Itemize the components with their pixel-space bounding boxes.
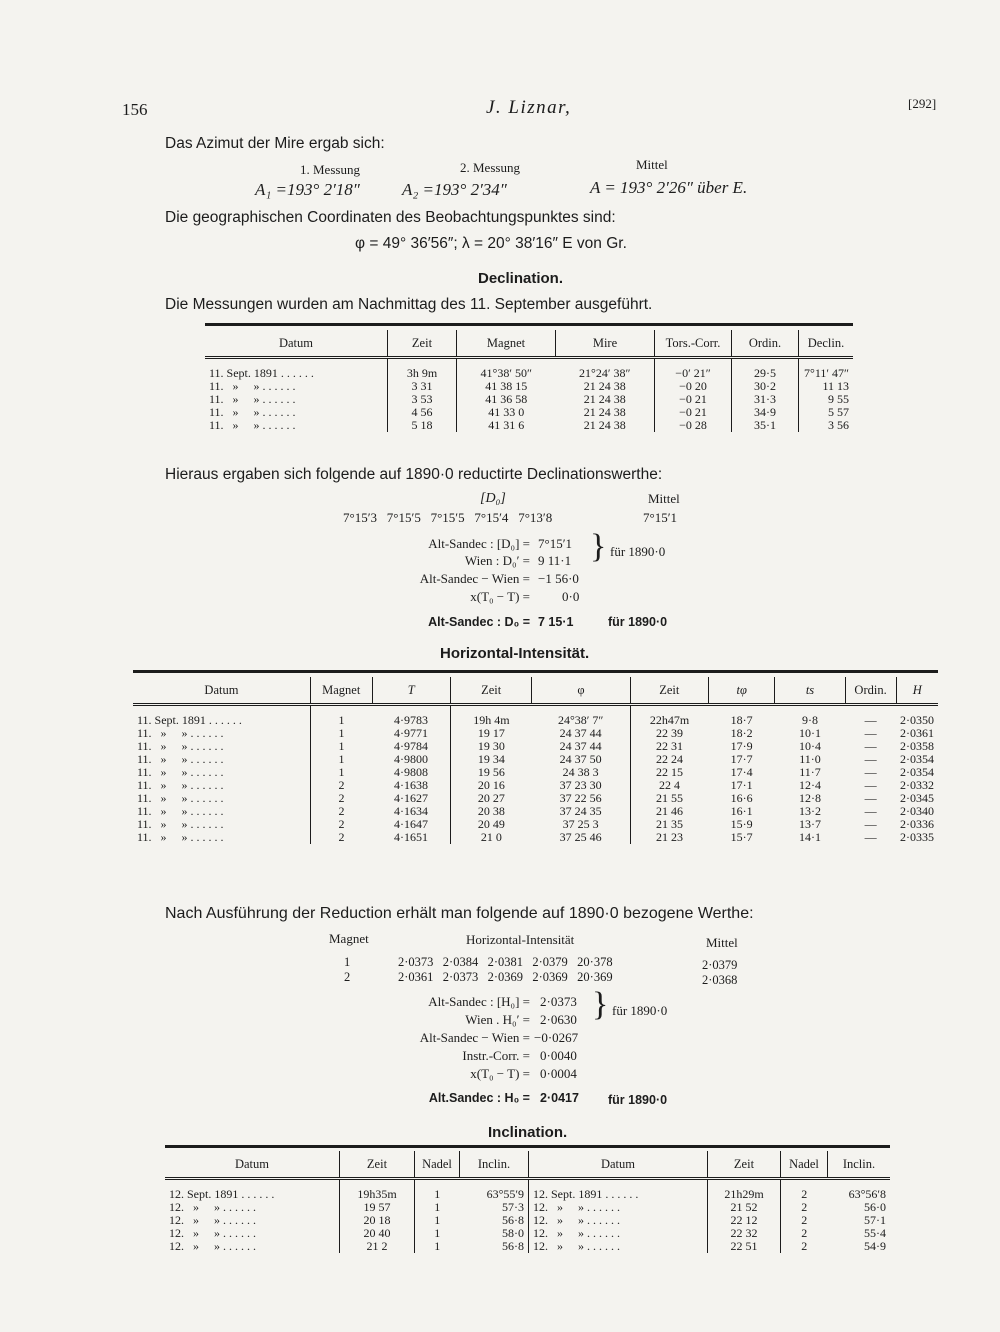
hi-row-cell: 20 16 <box>450 779 531 792</box>
hi-row-cell: 1 <box>310 766 372 779</box>
decl-row-cell: 29·5 <box>732 358 799 381</box>
hi-row-cell: 22h47m <box>630 705 708 728</box>
decl-row-cell: 11. » » . . . . . . <box>209 405 296 419</box>
inc-row-cell: 58·0 <box>502 1226 524 1240</box>
decl-row-cell: 3 56 <box>799 419 854 432</box>
inc-row-cell: 20 18 <box>340 1214 415 1227</box>
decl-row-cell: 9 55 <box>799 393 854 406</box>
horizontal-table <box>133 677 938 844</box>
hi-row-cell: 18·7 <box>730 713 753 727</box>
hi-header: T <box>372 677 450 705</box>
decl-row-cell: 21 24 38 <box>583 379 626 393</box>
hi-row-cell: 2 <box>310 818 372 831</box>
inc-row-cell: 55·4 <box>864 1226 886 1240</box>
hi-row-cell: 4·1634 <box>394 804 429 818</box>
decl-header: Tors.-Corr. <box>655 330 732 358</box>
decl-reduced-value: 7°15′5 <box>386 510 421 525</box>
decl-row-cell: 3 53 <box>388 393 457 406</box>
hi-row-cell: 24 37 50 <box>559 752 602 766</box>
decl-row-cell: 11 13 <box>799 380 854 393</box>
hi-row-cell: 11·0 <box>799 752 821 766</box>
decl-row-cell: 4 56 <box>388 406 457 419</box>
hi-final-label: Alt.Sandec : H₀ = <box>428 1091 530 1105</box>
decl-row-cell: 3 31 <box>388 380 457 393</box>
inclination-top-rule <box>165 1145 890 1148</box>
hi-row-cell: 19 34 <box>450 753 531 766</box>
decl-row-cell: 41 31 6 <box>457 419 556 432</box>
inc-row-cell: 19h35m <box>340 1179 415 1202</box>
decl-row-cell: 21 24 38 <box>583 392 626 406</box>
inc-row-cell: 1 <box>415 1179 460 1202</box>
decl-row-cell: 41 36 58 <box>457 393 556 406</box>
inc-row-cell: 12. » » . . . . . . <box>169 1200 256 1214</box>
azimut-col2: 2. Messung <box>460 160 520 175</box>
hi-final-value: 2·0417 <box>540 1091 579 1105</box>
inc-row-cell: 22 32 <box>708 1227 781 1240</box>
hi-row-cell: 4·1651 <box>394 830 429 844</box>
hi-row <box>133 705 938 728</box>
hi-row-cell: 11. » » . . . . . . <box>137 791 224 805</box>
inclination-title: Inclination. <box>488 1124 568 1141</box>
decl-header: Declin. <box>799 330 854 358</box>
inc-header: Inclin. <box>460 1151 529 1179</box>
hi-row-cell: 37 25 46 <box>559 830 602 844</box>
hi-header: H <box>896 677 938 705</box>
declination-table <box>205 330 853 432</box>
hi-row-cell: 16·6 <box>730 791 753 805</box>
hi-row-cell: 37 23 30 <box>559 778 602 792</box>
decl-row-cell: 30·2 <box>732 380 799 393</box>
hi-row-cell: — <box>864 713 877 727</box>
decl-final-value: 7 15·1 <box>538 615 574 629</box>
inc-row-cell: 1 <box>415 1201 460 1214</box>
hi-row-cell: 19 30 <box>450 740 531 753</box>
hi-row-cell: 11·7 <box>799 765 821 779</box>
hi-row-cell: 37 24 35 <box>559 804 602 818</box>
azimut-a2: A₂ =193° 2′34″ <box>402 180 507 199</box>
decl-row-cell: 5 57 <box>799 406 854 419</box>
hi-row-cell: 2·0340 <box>900 804 934 818</box>
decl-final-fuer: für 1890·0 <box>608 615 668 629</box>
inc-row-cell: 57·1 <box>864 1213 886 1227</box>
decl-row-cell: 11. » » . . . . . . <box>209 392 296 406</box>
hi-row-cell: 37 22 56 <box>559 791 602 805</box>
hi-row-cell: — <box>864 778 877 792</box>
hi-row-cell: 19 17 <box>450 727 531 740</box>
inc-row-cell: 2 <box>781 1214 828 1227</box>
hi-row-cell: 37 25 3 <box>562 817 599 831</box>
hi-row-cell: 15·9 <box>730 817 753 831</box>
red-col-hi: Horizontal-Intensität <box>466 932 575 947</box>
decl-header: Zeit <box>388 330 457 358</box>
hi-calc-label: Wien . H₀′ = <box>465 1012 530 1027</box>
decl-reduced-value: 7°15′4 <box>474 510 509 525</box>
hi-row-cell: 4·1627 <box>394 791 429 805</box>
inc-row-cell: 63°56′8 <box>848 1187 886 1201</box>
inc-row-cell: 2 <box>781 1240 828 1253</box>
hi-row-cell: 17·1 <box>730 778 753 792</box>
inc-header: Datum <box>234 1156 270 1171</box>
hi-row-cell: 2·0361 <box>900 726 934 740</box>
inc-row-cell: 12. Sept. 1891 . . . . . . <box>529 1179 708 1202</box>
hi-row-cell: 1 <box>310 740 372 753</box>
coords-value: φ = 49° 36′56″; λ = 20° 38′16″ E von Gr. <box>355 235 627 252</box>
decl-row <box>205 358 853 381</box>
hi-row-cell: 20 27 <box>450 792 531 805</box>
hi-row-cell: 2·0332 <box>900 778 934 792</box>
inc-header: Zeit <box>340 1151 415 1179</box>
inc-row-cell: 12. » » . . . . . . <box>529 1214 708 1227</box>
hi-header: Zeit <box>630 677 708 705</box>
d0-label: [D₀] <box>480 491 506 506</box>
hi-row-cell: 11. » » . . . . . . <box>137 804 224 818</box>
decl-brace: } <box>590 528 607 565</box>
decl-header: Magnet <box>457 330 556 358</box>
decl-fuer: für 1890·0 <box>610 544 666 559</box>
decl-row-cell: −0 20 <box>655 380 732 393</box>
bracket-number: [292] <box>908 96 937 111</box>
hi-row-cell: 20 49 <box>450 818 531 831</box>
inc-row-cell: 12. Sept. 1891 . . . . . . <box>169 1187 275 1201</box>
hi-row-cell: 4·1638 <box>394 778 429 792</box>
decl-row-cell: 11. » » . . . . . . <box>209 418 296 432</box>
decl-reduced-value: 7°15′3 <box>343 510 378 525</box>
inc-row-cell: 54·9 <box>864 1239 886 1253</box>
hi-row-cell: 24 37 44 <box>559 726 602 740</box>
hi-row-cell: — <box>864 726 877 740</box>
decl-row-cell: 21 24 38 <box>583 405 626 419</box>
decl-calc-value: 0·0 <box>562 589 580 604</box>
inc-row-cell: 21h29m <box>708 1179 781 1202</box>
hi-row-cell: 11. » » . . . . . . <box>137 830 224 844</box>
page-number: 156 <box>122 100 148 119</box>
hi-header: Magnet <box>310 677 372 705</box>
inc-header: Nadel <box>781 1151 828 1179</box>
decl-reduced-value: 7°15′5 <box>430 510 465 525</box>
decl-header: Mire <box>556 330 655 358</box>
hi-row-cell: 11. » » . . . . . . <box>137 778 224 792</box>
hi-row-cell: — <box>864 765 877 779</box>
decl-calc-label: x(T₀ − T) = <box>470 589 530 604</box>
hi-row-cell: 10·1 <box>798 726 821 740</box>
hi-row-cell: 20 38 <box>450 805 531 818</box>
inc-row-cell: 12. » » . . . . . . <box>529 1240 708 1253</box>
hi-row-cell: 17·9 <box>730 739 753 753</box>
inc-row-cell: 2 <box>781 1179 828 1202</box>
inclination-table <box>165 1151 890 1253</box>
decl-row-cell: 41 38 15 <box>457 380 556 393</box>
inc-row-cell: 63°55′9 <box>486 1187 524 1201</box>
hi-calc-label: Alt-Sandec : [H₀] = <box>428 994 530 1009</box>
inc-row-cell: 2 <box>781 1201 828 1214</box>
hi-row-cell: 19 56 <box>450 766 531 779</box>
hi-row-cell: 24°38′ 7″ <box>557 713 604 727</box>
decl-row-cell: 34·9 <box>732 406 799 419</box>
hi-header: Zeit <box>450 677 531 705</box>
hi-calc-value: −0·0267 <box>534 1030 579 1045</box>
hi-row-cell: 13·7 <box>798 817 821 831</box>
red-row-values: 2·0361 2·0373 2·0369 2·0369 20·369 <box>398 970 613 984</box>
hi-row-cell: 24 37 44 <box>559 739 602 753</box>
red-row-mittel: 2·0379 <box>702 958 738 972</box>
inc-row-cell: 19 57 <box>340 1201 415 1214</box>
decl-row-cell: 21°24′ 38″ <box>579 366 631 380</box>
hi-calc-label: x(T₀ − T) = <box>470 1066 530 1081</box>
decl-reduced-values <box>343 510 552 526</box>
hi-row-cell: 22 39 <box>630 727 708 740</box>
hi-row-cell: — <box>864 791 877 805</box>
hi-row-cell: 17·4 <box>730 765 753 779</box>
decl-row-cell: 31·3 <box>732 393 799 406</box>
inc-header: Nadel <box>415 1151 460 1179</box>
inc-row-cell: 1 <box>415 1214 460 1227</box>
decl-reduced-mittel: 7°15′1 <box>643 510 678 525</box>
decl-row-cell: 35·1 <box>732 419 799 432</box>
decl-calc-label: Alt-Sandec − Wien = <box>419 571 530 586</box>
decl-calc-value: 9 11·1 <box>538 553 572 568</box>
red-col-magnet: Magnet <box>329 931 369 946</box>
hi-row-cell: 2·0354 <box>900 752 934 766</box>
decl-row-cell: −0 21 <box>655 393 732 406</box>
hi-row-cell: 21 35 <box>630 818 708 831</box>
decl-row-cell: 41 33 0 <box>457 406 556 419</box>
hi-row-cell: 11. » » . . . . . . <box>137 765 224 779</box>
red-row-values: 2·0373 2·0384 2·0381 2·0379 20·378 <box>398 955 613 969</box>
hi-row-cell: — <box>864 830 877 844</box>
inc-row-cell: 1 <box>415 1227 460 1240</box>
hi-row-cell: 2 <box>310 831 372 844</box>
hi-header: Datum <box>204 682 239 697</box>
inc-row <box>165 1240 890 1253</box>
decl-row-cell: 5 18 <box>388 419 457 432</box>
inc-row-cell: 12. » » . . . . . . <box>529 1201 708 1214</box>
inc-row-cell: 12. » » . . . . . . <box>169 1213 256 1227</box>
declination-intro: Die Messungen wurden am Nachmittag des 11. September ausgeführt. <box>165 296 653 313</box>
inc-row-cell: 56·8 <box>502 1213 524 1227</box>
decl-calc-value: 7°15′1 <box>538 536 573 551</box>
hi-row-cell: 2·0358 <box>900 739 934 753</box>
inc-row-cell: 57·3 <box>502 1200 524 1214</box>
hi-row-cell: 11. » » . . . . . . <box>137 752 224 766</box>
hi-row-cell: 4·9808 <box>394 765 429 779</box>
hi-row-cell: 4·9783 <box>394 713 429 727</box>
decl-row-cell: 11. Sept. 1891 . . . . . . <box>209 366 314 380</box>
hi-calc-value: 2·0630 <box>540 1012 577 1027</box>
hi-row-cell: 10·4 <box>798 739 821 753</box>
hi-row-cell: 22 31 <box>630 740 708 753</box>
inc-row-cell: 1 <box>415 1240 460 1253</box>
inc-row-cell: 12. » » . . . . . . <box>169 1239 256 1253</box>
declination-reduction-intro: Hieraus ergaben sich folgende auf 1890·0 reductirte Declinationswerthe: <box>165 466 663 483</box>
inc-row <box>165 1227 890 1240</box>
mittel-label: Mittel <box>648 491 680 506</box>
hi-row-cell: 12·8 <box>798 791 821 805</box>
red-row-mittel: 2·0368 <box>702 973 738 987</box>
hi-row-cell: 22 4 <box>630 779 708 792</box>
hi-calc-value: 2·0373 <box>540 994 577 1009</box>
hi-row-cell: 22 15 <box>630 766 708 779</box>
hi-row-cell: 4·1647 <box>394 817 429 831</box>
inc-row-cell: 22 51 <box>708 1240 781 1253</box>
inc-row-cell: 22 12 <box>708 1214 781 1227</box>
red-row-magnet: 2 <box>344 970 351 984</box>
hi-row-cell: 13·2 <box>798 804 821 818</box>
inc-row-cell: 21 2 <box>340 1240 415 1253</box>
hi-row-cell: 11. Sept. 1891 . . . . . . <box>137 713 242 727</box>
horizontal-title: Horizontal-Intensität. <box>440 645 590 662</box>
hi-row-cell: 4·9784 <box>394 739 429 753</box>
decl-row <box>205 419 853 432</box>
decl-header: Datum <box>278 335 314 350</box>
hi-row-cell: 16·1 <box>730 804 753 818</box>
azimut-intro: Das Azimut der Mire ergab sich: <box>165 135 385 152</box>
hi-row-cell: 2·0336 <box>900 817 934 831</box>
hi-row-cell: 24 38 3 <box>562 765 599 779</box>
inc-row-cell: 12. » » . . . . . . <box>169 1226 256 1240</box>
decl-row-cell: 7°11′ 47″ <box>799 358 854 381</box>
hi-header: Ordin. <box>845 677 896 705</box>
horizontal-reduction-intro: Nach Ausführung der Reduction erhält man folgende auf 1890·0 bezogene Werthe: <box>165 905 754 922</box>
hi-row-cell: 15·7 <box>730 830 753 844</box>
inc-row-cell: 20 40 <box>340 1227 415 1240</box>
inc-row-cell: 2 <box>781 1227 828 1240</box>
hi-final-fuer: für 1890·0 <box>608 1093 668 1107</box>
decl-final-label: Alt-Sandec : D₀ = <box>428 615 530 629</box>
decl-calc-value: −1 56·0 <box>538 571 579 586</box>
hi-row-cell: 12·4 <box>798 778 821 792</box>
decl-row-cell: −0′ 21″ <box>655 358 732 381</box>
inc-header: Inclin. <box>828 1151 891 1179</box>
hi-row-cell: 21 23 <box>630 831 708 844</box>
hi-row-cell: 1 <box>310 753 372 766</box>
hi-row <box>133 831 938 844</box>
hi-row-cell: 2 <box>310 779 372 792</box>
hi-calc-value: 0·0040 <box>540 1048 577 1063</box>
decl-row-cell: 11. » » . . . . . . <box>209 379 296 393</box>
hi-row-cell: 2·0354 <box>900 765 934 779</box>
decl-row-cell: 41°38′ 50″ <box>457 358 556 381</box>
hi-row-cell: 2 <box>310 805 372 818</box>
hi-fuer: für 1890·0 <box>612 1003 668 1018</box>
hi-header: ts <box>775 677 845 705</box>
red-row-magnet: 1 <box>344 955 351 969</box>
hi-row-cell: 21 55 <box>630 792 708 805</box>
decl-header: Ordin. <box>732 330 799 358</box>
hi-row-cell: 21 0 <box>450 831 531 844</box>
hi-row-cell: 11. » » . . . . . . <box>137 739 224 753</box>
hi-row-cell: 14·1 <box>798 830 821 844</box>
decl-row-cell: −0 28 <box>655 419 732 432</box>
inc-row-cell: 56·8 <box>502 1239 524 1253</box>
hi-row-cell: 2·0350 <box>900 713 934 727</box>
decl-calc-label: Alt-Sandec : [D₀] = <box>428 536 530 551</box>
decl-calc-label: Wien : D₀′ = <box>464 553 530 568</box>
decl-row-cell: 3h 9m <box>388 358 457 381</box>
hi-row-cell: — <box>864 817 877 831</box>
inc-header: Datum <box>529 1151 708 1179</box>
decl-row-cell: −0 21 <box>655 406 732 419</box>
hi-row-cell: 22 24 <box>630 753 708 766</box>
inc-header: Zeit <box>708 1151 781 1179</box>
hi-row-cell: 2·0335 <box>900 830 934 844</box>
hi-row-cell: 21 46 <box>630 805 708 818</box>
hi-calc-label: Instr.-Corr. = <box>462 1048 530 1063</box>
hi-row-cell: 1 <box>310 705 372 728</box>
hi-row-cell: 2·0345 <box>900 791 934 805</box>
hi-brace: } <box>592 986 609 1023</box>
hi-header: φ <box>532 677 630 705</box>
inc-row-cell: 56·0 <box>864 1200 886 1214</box>
hi-row-cell: — <box>864 739 877 753</box>
coords-intro: Die geographischen Coordinaten des Beobachtungspunktes sind: <box>165 209 616 226</box>
hi-row-cell: 9·8 <box>801 713 818 727</box>
decl-reduced-value: 7°13′8 <box>518 510 553 525</box>
azimut-col3: Mittel <box>636 157 668 172</box>
hi-row-cell: — <box>864 752 877 766</box>
red-col-mittel: Mittel <box>706 935 738 950</box>
hi-row-cell: 18·2 <box>730 726 753 740</box>
horizontal-top-rule <box>133 670 938 673</box>
azimut-a1: A₁ =193° 2′18″ <box>255 180 360 199</box>
hi-row-cell: 4·9800 <box>394 752 429 766</box>
hi-row-cell: 2 <box>310 792 372 805</box>
declination-top-rule <box>205 323 853 326</box>
hi-row-cell: 11. » » . . . . . . <box>137 817 224 831</box>
decl-row-cell: 21 24 38 <box>583 418 626 432</box>
inc-row <box>165 1214 890 1227</box>
hi-row-cell: — <box>864 804 877 818</box>
inc-row <box>165 1201 890 1214</box>
inc-row-cell: 21 52 <box>708 1201 781 1214</box>
hi-row-cell: 1 <box>310 727 372 740</box>
hi-calc-label: Alt-Sandec − Wien = <box>419 1030 530 1045</box>
inc-row-cell: 12. » » . . . . . . <box>529 1227 708 1240</box>
hi-calc-value: 0·0004 <box>540 1066 577 1081</box>
author-header: J. Liznar, <box>486 97 572 118</box>
hi-row-cell: 4·9771 <box>394 726 429 740</box>
inc-row <box>165 1179 890 1202</box>
azimut-col1: 1. Messung <box>300 162 360 177</box>
hi-row-cell: 17·7 <box>730 752 753 766</box>
hi-row-cell: 19h 4m <box>450 705 531 728</box>
azimut-mittel: A = 193° 2′26″ über E. <box>590 178 748 197</box>
declination-title: Declination. <box>478 270 564 287</box>
hi-header: tφ <box>708 677 774 705</box>
hi-row-cell: 11. » » . . . . . . <box>137 726 224 740</box>
